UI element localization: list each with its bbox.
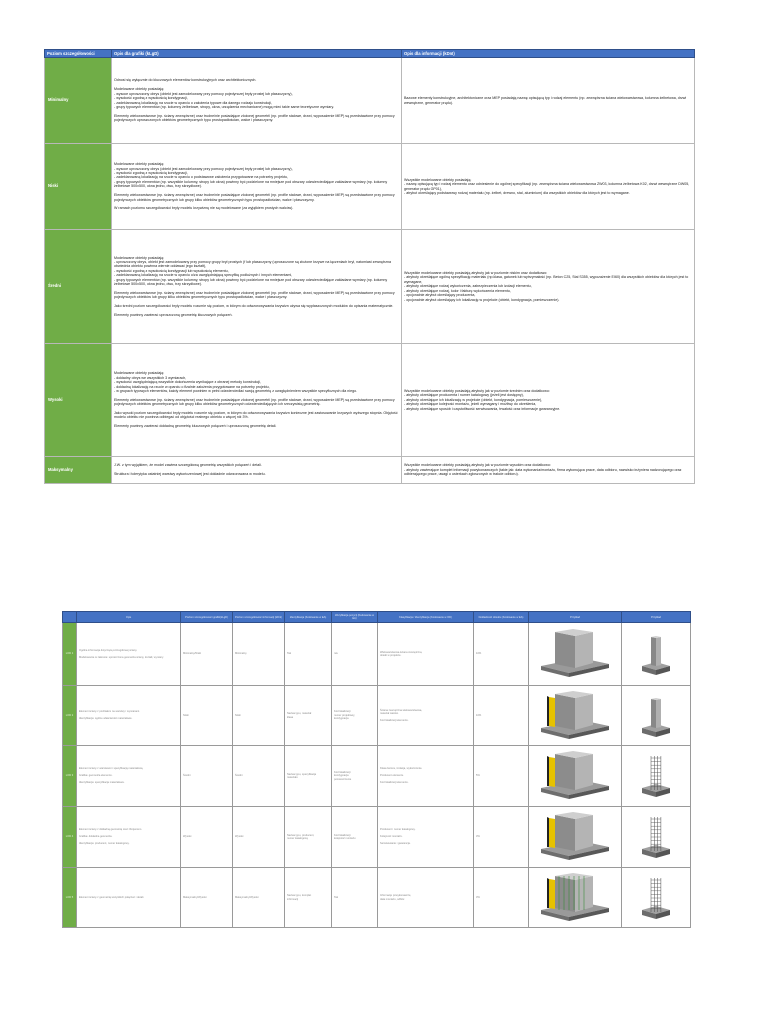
header-lgd: Poziom szczegółowości grafiki(kLgD)	[181, 612, 233, 623]
column-footing-illustration	[636, 750, 676, 802]
info-cell	[402, 344, 695, 457]
table-row	[45, 457, 695, 484]
id-text: Nazwa typu, producent, numer katalogowy	[287, 833, 315, 840]
example-column-cell	[622, 868, 691, 928]
lgd-text: Maksymalny/Wysoki	[183, 895, 207, 899]
id-text: Nazwa typu, komplet informacji	[287, 894, 312, 901]
pos-text: Kod lokalizacji kondygnacja pomieszczenie	[334, 770, 352, 781]
wall-footing-illustration	[535, 872, 615, 924]
cls-text: Producent i numer katalogowy. Kolejność montażu. Serwisowanie i gwarancja.	[380, 828, 416, 846]
level-cell: Minimalny	[45, 58, 112, 144]
membrane-layer	[547, 878, 549, 908]
column-footing-illustration	[636, 690, 676, 742]
level-cell: Maksymalny	[45, 457, 112, 484]
info-text: Wszystkie modelowane obiekty posiadają: - nazwę opisującą typ i rodzaj elementu oraz odniesienie do ogólnej specyfikacji (np. zewnętrzna ściana wielowarstwowa ZW03, kolumna żelbetowa K02, drzwi wewnętrzne DW05, generator prądu GP01), - atrybut określający podstawowy rodzaj materiału (np. żelbet, drewno, stal, aluminium) dla wszystkich obiektów dla których jest to wymagane.	[404, 177, 690, 195]
level-cell: Wysoki	[45, 344, 112, 457]
lgd-cell	[181, 686, 233, 746]
dni-cell	[233, 807, 285, 868]
example-column-cell	[622, 746, 691, 807]
dni-text: Średni	[235, 774, 243, 778]
cls-text: Wielowarstwowa ściana zewnętrzna, obiekt w projekcie.	[380, 650, 423, 657]
desc-text: Element ściany z dokładną geometrią oraz zbrojeniem. Grafika: dokładna geometria. Identyfikacja: producent, numer katalogowy.	[79, 828, 143, 846]
header-info: Opis dla informacji (kDnI)	[402, 50, 695, 58]
acc-cell	[474, 807, 529, 868]
lgd-text: Minimalny/Niski	[183, 652, 202, 656]
desc-cell	[77, 746, 181, 807]
pos-cell	[332, 623, 378, 686]
pos-text: Tak	[334, 895, 339, 899]
info-text: Bazowe elementy konstrukcyjne, architektoniczne oraz MEP posiadają nazwę opisującą typ i rodzaj elementu (np. zewnętrzna ściana wielowarstwowa, kolumna żelbetowa, drzwi wewnętrzne, generator prądu).	[404, 96, 688, 105]
insulation-layer	[549, 879, 555, 909]
header-spacer	[63, 612, 77, 623]
wall-side	[575, 754, 593, 790]
dni-cell	[233, 686, 285, 746]
cls-text: Informacje powykonawcze, data montażu, odbiór.	[380, 894, 412, 901]
desc-text: Ogólna informacja dotyczącą szczegółowej ściany. Modelowanie w zakresie: uproszczona geometria ściany, kształt, wymiary.	[79, 648, 164, 659]
pos-cell	[332, 686, 378, 746]
wall-front	[555, 876, 575, 912]
geometry-text: Modelowane obiekty posiadają: - dokładny obrys we wszystkich 3 wymiarach, - wysokość uwzględniającą wszystkie dokończenia wynikające z obranej metody konstrukcji, - dokładną lokalizację na rzucie w oparciu o fizalnie założenia przygotowane na potrzeby projektu, - w grupach typowych elementów, każdy element powinien w pełni odzwierciedlać swoją geometrię z uwzględnieniem wszystkie specyficznych dla niego. Elementy wielowarstwowe (np. ściany zewnętrzne) oraz trudne/nie posiadające zlożonej geometrii (np. profile stalowe, drzwi, wyposażenie MEP) są przedstawione przy pomocy pojedynczych obiektów geometrycznych lub grupy kilku obiektów geometrycznych odzwierciedlających ich rzeczywistą geometrię. Jako wysoki poziom szczegółowości bryły modelu rozumie się poziom, w którym do odwzorowywania krzywizn konieczne jest zastosowanie krzywych wyższego stopnia. Objętość modelu obiektu nie powinna odbiegać od objętości realnego obiektu o więcej niż 3%. Elementy powinny zawierać dokładną geometrię kluczowych połączeń i uproszczoną geometrię detali.	[114, 371, 398, 429]
header-level: Poziom szczegółowości	[45, 50, 112, 58]
dni-text: Wysoki	[235, 835, 244, 839]
wall-front	[555, 754, 575, 790]
info-cell	[402, 230, 695, 344]
cls-cell	[378, 868, 474, 928]
column-footing-illustration	[636, 811, 676, 863]
header-id: Identyfikacja (Kodowanie w EA)	[285, 612, 332, 623]
acc-text: 10%	[476, 652, 482, 656]
table-header-row	[45, 50, 695, 58]
info-text: Wszystkie modelowane obiekty posiadają atrybuty jak w poziomie niskim oraz dodatkowo: - atrybuty określające ogólną specyfikację materiału (np.klasa, gatunek lub wytrzymałość (np. Beton C25, Stal S355, wypozażenie EI60) dla wszystkich obiektów dla których jest to wymagane, - atrybuty określające rodzaj wykończenia, zabezpieczenia lub izolacji elementu, - atrybuty określające rodzaj, kolor i fakturę wykończenia elementu, - opcjonalnie atrybut określający producenta, - opcjonalnie atrybut określający ich lokalizację w projekcie (obiekt, kondygnacja, pomieszczenie).	[404, 271, 689, 302]
acc-cell	[474, 686, 529, 746]
dni-text: Niski	[235, 713, 241, 717]
membrane-layer	[547, 696, 549, 726]
id-text: Nazwa typu, materiał klasa	[287, 712, 312, 719]
wall-side	[575, 694, 593, 730]
column-side	[656, 699, 661, 728]
geometry-text: Modelowane obiekty posiadają: - uproszczony obrys, obiekt jest zamodelowany przy pomocy grupy brył prostych (f lub płaszczyzny (uproszczone są złożone krzywe na łączeniach brył, natomiast zewnętrzna obwiednia obiektu powinna wiernie oddawać jego kształt), - wysokość zgodną z wysokością kondygnacji lub wysokością elementu, - zadeklarowaną lokalizację na rzucie w oparciu o/za uwzględniającą specyfikę podłużnych i innych elementami, - grupy typowych elementów (np. wszystkie kolumny, stropy lub okna) powinny być podzielone na mniejsze pod obszary odzwierciedlające zakładane wymiary (np. kolumny żelbetowe 500x500, okna jedno, dwu, trzy skrzydłowe). Elementy wielowarstwowe (np. ściany zewnętrzne) oraz trudne/nie posiadające zlożonej geometrii (np. profile stalowe, drzwi, wyposażenie MEP) są przedstawione przy pomocy pojedynczych obiektów lub grupy kilku obiektów geometrycznych typu prostopadłościan, walce i płaszczyzny. Jako średni poziom szczegółowości bryły modelu rozumie się poziom, w którym do odwzorowywania krzywizn używa się wypłaszczonych modułów do opisania matematycznie. Elementy powinny zawierać uproszczoną geometrię kluczowych połączeń.	[114, 255, 395, 317]
info-text: Wszystkie modelowane obiekty posiadają atrybuty jak w poziomie średnim oraz dodatkowo: - atrybuty określające producenta i numer katalogowy (jeżeli jest dostępny), - atrybuty określające ich lokalizację w projekcie (obiekt, kondygnacja, pomieszczenie), - atrybuty określające kolejność montażu, jeżeli wymagany i możliwy do określenia, - atrybuty określające sposób i częstotliwość serwisowania, trwałość oraz informacje gwarancyjne.	[404, 388, 561, 411]
acc-cell	[474, 623, 529, 686]
lod-example-table	[62, 611, 691, 928]
table-row	[45, 144, 695, 230]
lgd-text: Niski	[183, 713, 189, 717]
lod-level-cell: LOD 3	[63, 746, 77, 807]
table-row	[63, 807, 691, 868]
acc-text: 3%	[476, 835, 480, 839]
geometry-cell	[112, 58, 402, 144]
table-row	[45, 58, 695, 144]
table-row	[63, 746, 691, 807]
cls-text: Klasa betonu, izolacja, wykończenie. Producent elementu. Kod lokalizacji elementu.	[380, 767, 423, 785]
desc-cell	[77, 807, 181, 868]
example-column-cell	[622, 623, 691, 686]
example-wall-cell	[529, 746, 622, 807]
geometry-text: Odnosi się wyłącznie do kluczowych elementów konstrukcyjnych oraz architektonicznych. Modelowane obiekty posiadają: - wysoce uproszczony obrys (obiekt jest zamodelowany przy pomocy pojedynczej bryły prostej lub płaszczyzny), - wysokość zgodną z wysokością kondygnacji, - zadeklarowaną lokalizację na rzucie w oparciu o założenia typowe dla danego rodzaju konstrukcji, - grupy typowych elementów (np. kolumny żelbetowe, stropy, okna, urządzenia mechaniczne) mogą mieć takie same teoretyczne wymiary. Elementy wielowarstwowe (np. ściany zewnętrzne) oraz trudne/nie posiadające zlożonej geometrii (np. profile stalowe, drzwi, wyposażenie MEP) są przedstawione przy pomocy pojedynczych uproszczonych obiektów geometrycznych typu prostopadłościan, walce i płaszczyzny.	[114, 78, 395, 123]
pos-text: n/a	[334, 652, 338, 656]
cls-cell	[378, 807, 474, 868]
example-column-cell	[622, 686, 691, 746]
cls-cell	[378, 623, 474, 686]
dni-cell	[233, 868, 285, 928]
acc-text: 3%	[476, 895, 480, 899]
cls-text: Ściana zewnętrzna wielowarstwowa, materiał warstw. Kod lokalizacji elementu.	[380, 708, 423, 722]
header-desc: Opis	[77, 612, 181, 623]
info-cell	[402, 144, 695, 230]
desc-text: Element ściany z podziałem na warstwy i wymiarami. Identyfikacja: ogólne właściwości materiałowe.	[79, 710, 140, 721]
insulation-layer	[549, 757, 555, 787]
id-cell	[285, 623, 332, 686]
geometry-cell	[112, 230, 402, 344]
column-front	[651, 699, 656, 728]
column-front	[651, 637, 656, 666]
geometry-cell	[112, 144, 402, 230]
info-text: Wszystkie modelowane obiekty posiadają atrybuty jak w poziomie wysokim oraz dodatkowo: - atrybuty zawierające komplet informacji powykonawczych (takie jak: data wykonania/montażu, firma wykonująca prace, data odbioru, nazwisko inżyniera nadzorującego oraz odbierającego prace, uwagi o usterkach zgłoszonych w trakcie odbioru).	[404, 463, 682, 477]
level-cell: Niski	[45, 144, 112, 230]
desc-text: Element ściany z warstwami i specyfikacją materiałową. Grafika: geometria elementu. Identyfikacja: specyfikacja materiałowa.	[79, 767, 144, 785]
lgd-cell	[181, 746, 233, 807]
cls-cell	[378, 746, 474, 807]
lod-level-cell: LOD 1	[63, 623, 77, 686]
example-wall-cell	[529, 868, 622, 928]
wall-footing-illustration	[535, 750, 615, 802]
acc-cell	[474, 868, 529, 928]
id-text: Nazwa typu, specyfikacja materiału	[287, 772, 317, 779]
acc-text: 10%	[476, 713, 482, 717]
example-column-cell	[622, 807, 691, 868]
table-row	[45, 230, 695, 344]
pos-text: Kod lokalizacji kolejność montażu	[334, 833, 356, 840]
wall-front	[555, 694, 575, 730]
header-example-2: Przykład	[622, 612, 691, 623]
wall-front	[555, 632, 575, 668]
id-cell	[285, 746, 332, 807]
header-geometry: Opis dla grafiki (kLgD)	[112, 50, 402, 58]
dni-cell	[233, 623, 285, 686]
lgd-text: Średni	[183, 774, 191, 778]
header-cls: Klasyfikacja / Identyfikacja (Kodowanie w OD)	[378, 612, 474, 623]
lod-level-cell: LOD 5	[63, 868, 77, 928]
desc-cell	[77, 623, 181, 686]
insulation-layer	[549, 818, 555, 848]
column-footing-illustration	[636, 628, 676, 680]
desc-cell	[77, 686, 181, 746]
lgd-text: Wysoki	[183, 835, 192, 839]
id-cell	[285, 868, 332, 928]
pos-cell	[332, 807, 378, 868]
lod-description-table	[44, 49, 695, 484]
acc-cell	[474, 746, 529, 807]
lod-level-cell: LOD 2	[63, 686, 77, 746]
membrane-layer	[547, 756, 549, 786]
table-row	[63, 686, 691, 746]
desc-text: Element ściany z geometrią wszystkich połączeń i detali.	[79, 895, 145, 899]
pos-cell	[332, 868, 378, 928]
info-cell	[402, 58, 695, 144]
table-row	[63, 868, 691, 928]
dni-text: Maksymalny/Wysoki	[235, 895, 259, 899]
dni-cell	[233, 746, 285, 807]
geometry-text: Modelowane obiekty posiadają: - wysoce uproszczony obrys (obiekt jest zamodelowany przy pomocy pojedynczej bryły prostej lub płaszczyzny), - wysokość zgodną z wysokością kondygnacji, - zadeklarowaną lokalizację na rzucie w oparciu o podstawowe założenia przygotowane na potrzeby projektu, - grupy typowych elementów (np. wszystkie kolumny, stropy lub okna) powinny być podzielone na mniejsze pod obszary odzwierciedlające zakładane wymiary (np. kolumny żelbetowe 500x500, okna jedno, dwu, trzy skrzydłowe). Elementy wielowarstwowe (np. ściany zewnętrzne) oraz trudne/nie posiadające zlożonej geometrii (np. profile stalowe, drzwi, wyposażenie MEP) są przedstawione przy pomocy pojedynczych obiektów geometrycznych lub grupy kilku obiektów geometrycznych typu prostopadłościan, walce i płaszczyzny. W ramach poziomu szczegółowości bryły modelu krzywiznę nie są modelowane (za wyjątkiem prostych walców).	[114, 162, 395, 211]
wall-footing-illustration	[535, 811, 615, 863]
header-example-1: Przykład	[529, 612, 622, 623]
lgd-cell	[181, 807, 233, 868]
header-acc: Dokładność obiektu (Kodowanie w EA)	[474, 612, 529, 623]
pos-text: Kod lokalizacji numer projektowy, kondygnacja	[334, 710, 355, 721]
second-header-row	[63, 612, 691, 623]
wall-footing-illustration	[535, 628, 615, 680]
column-footing-illustration	[636, 872, 676, 924]
column-side	[656, 637, 661, 666]
lgd-cell	[181, 623, 233, 686]
id-cell	[285, 807, 332, 868]
lgd-cell	[181, 868, 233, 928]
pos-cell	[332, 746, 378, 807]
wall-side	[575, 632, 593, 668]
cls-cell	[378, 686, 474, 746]
lod-level-cell: LOD 4	[63, 807, 77, 868]
insulation-layer	[549, 697, 555, 727]
wall-front	[555, 815, 575, 851]
geometry-cell	[112, 457, 402, 484]
table-row	[63, 623, 691, 686]
example-wall-cell	[529, 623, 622, 686]
acc-text: 5%	[476, 774, 480, 778]
level-cell: Średni	[45, 230, 112, 344]
example-wall-cell	[529, 686, 622, 746]
second-table-body	[63, 623, 691, 928]
wall-footing-illustration	[535, 690, 615, 742]
info-cell	[402, 457, 695, 484]
dni-text: Minimalny	[235, 652, 247, 656]
id-cell	[285, 686, 332, 746]
geometry-cell	[112, 344, 402, 457]
table-row	[45, 344, 695, 457]
header-dni: Poziom szczegółowości informacji (kDnI)	[233, 612, 285, 623]
id-text: Tak	[287, 652, 292, 656]
membrane-layer	[547, 817, 549, 847]
geometry-text: J.W. z tym wyjątkiem, że model zawiera szczegółową geometrię wszystkich połączeń i detali. Struktura i tolerytyka ostatniej warstwy wykończeniowej jest dokładnie odwzorowana w modelu.	[114, 463, 266, 477]
wall-side	[575, 815, 593, 851]
example-wall-cell	[529, 807, 622, 868]
desc-cell	[77, 868, 181, 928]
header-pos: Weryfikacja pozycji (Kodowanie w EA)	[332, 612, 378, 623]
